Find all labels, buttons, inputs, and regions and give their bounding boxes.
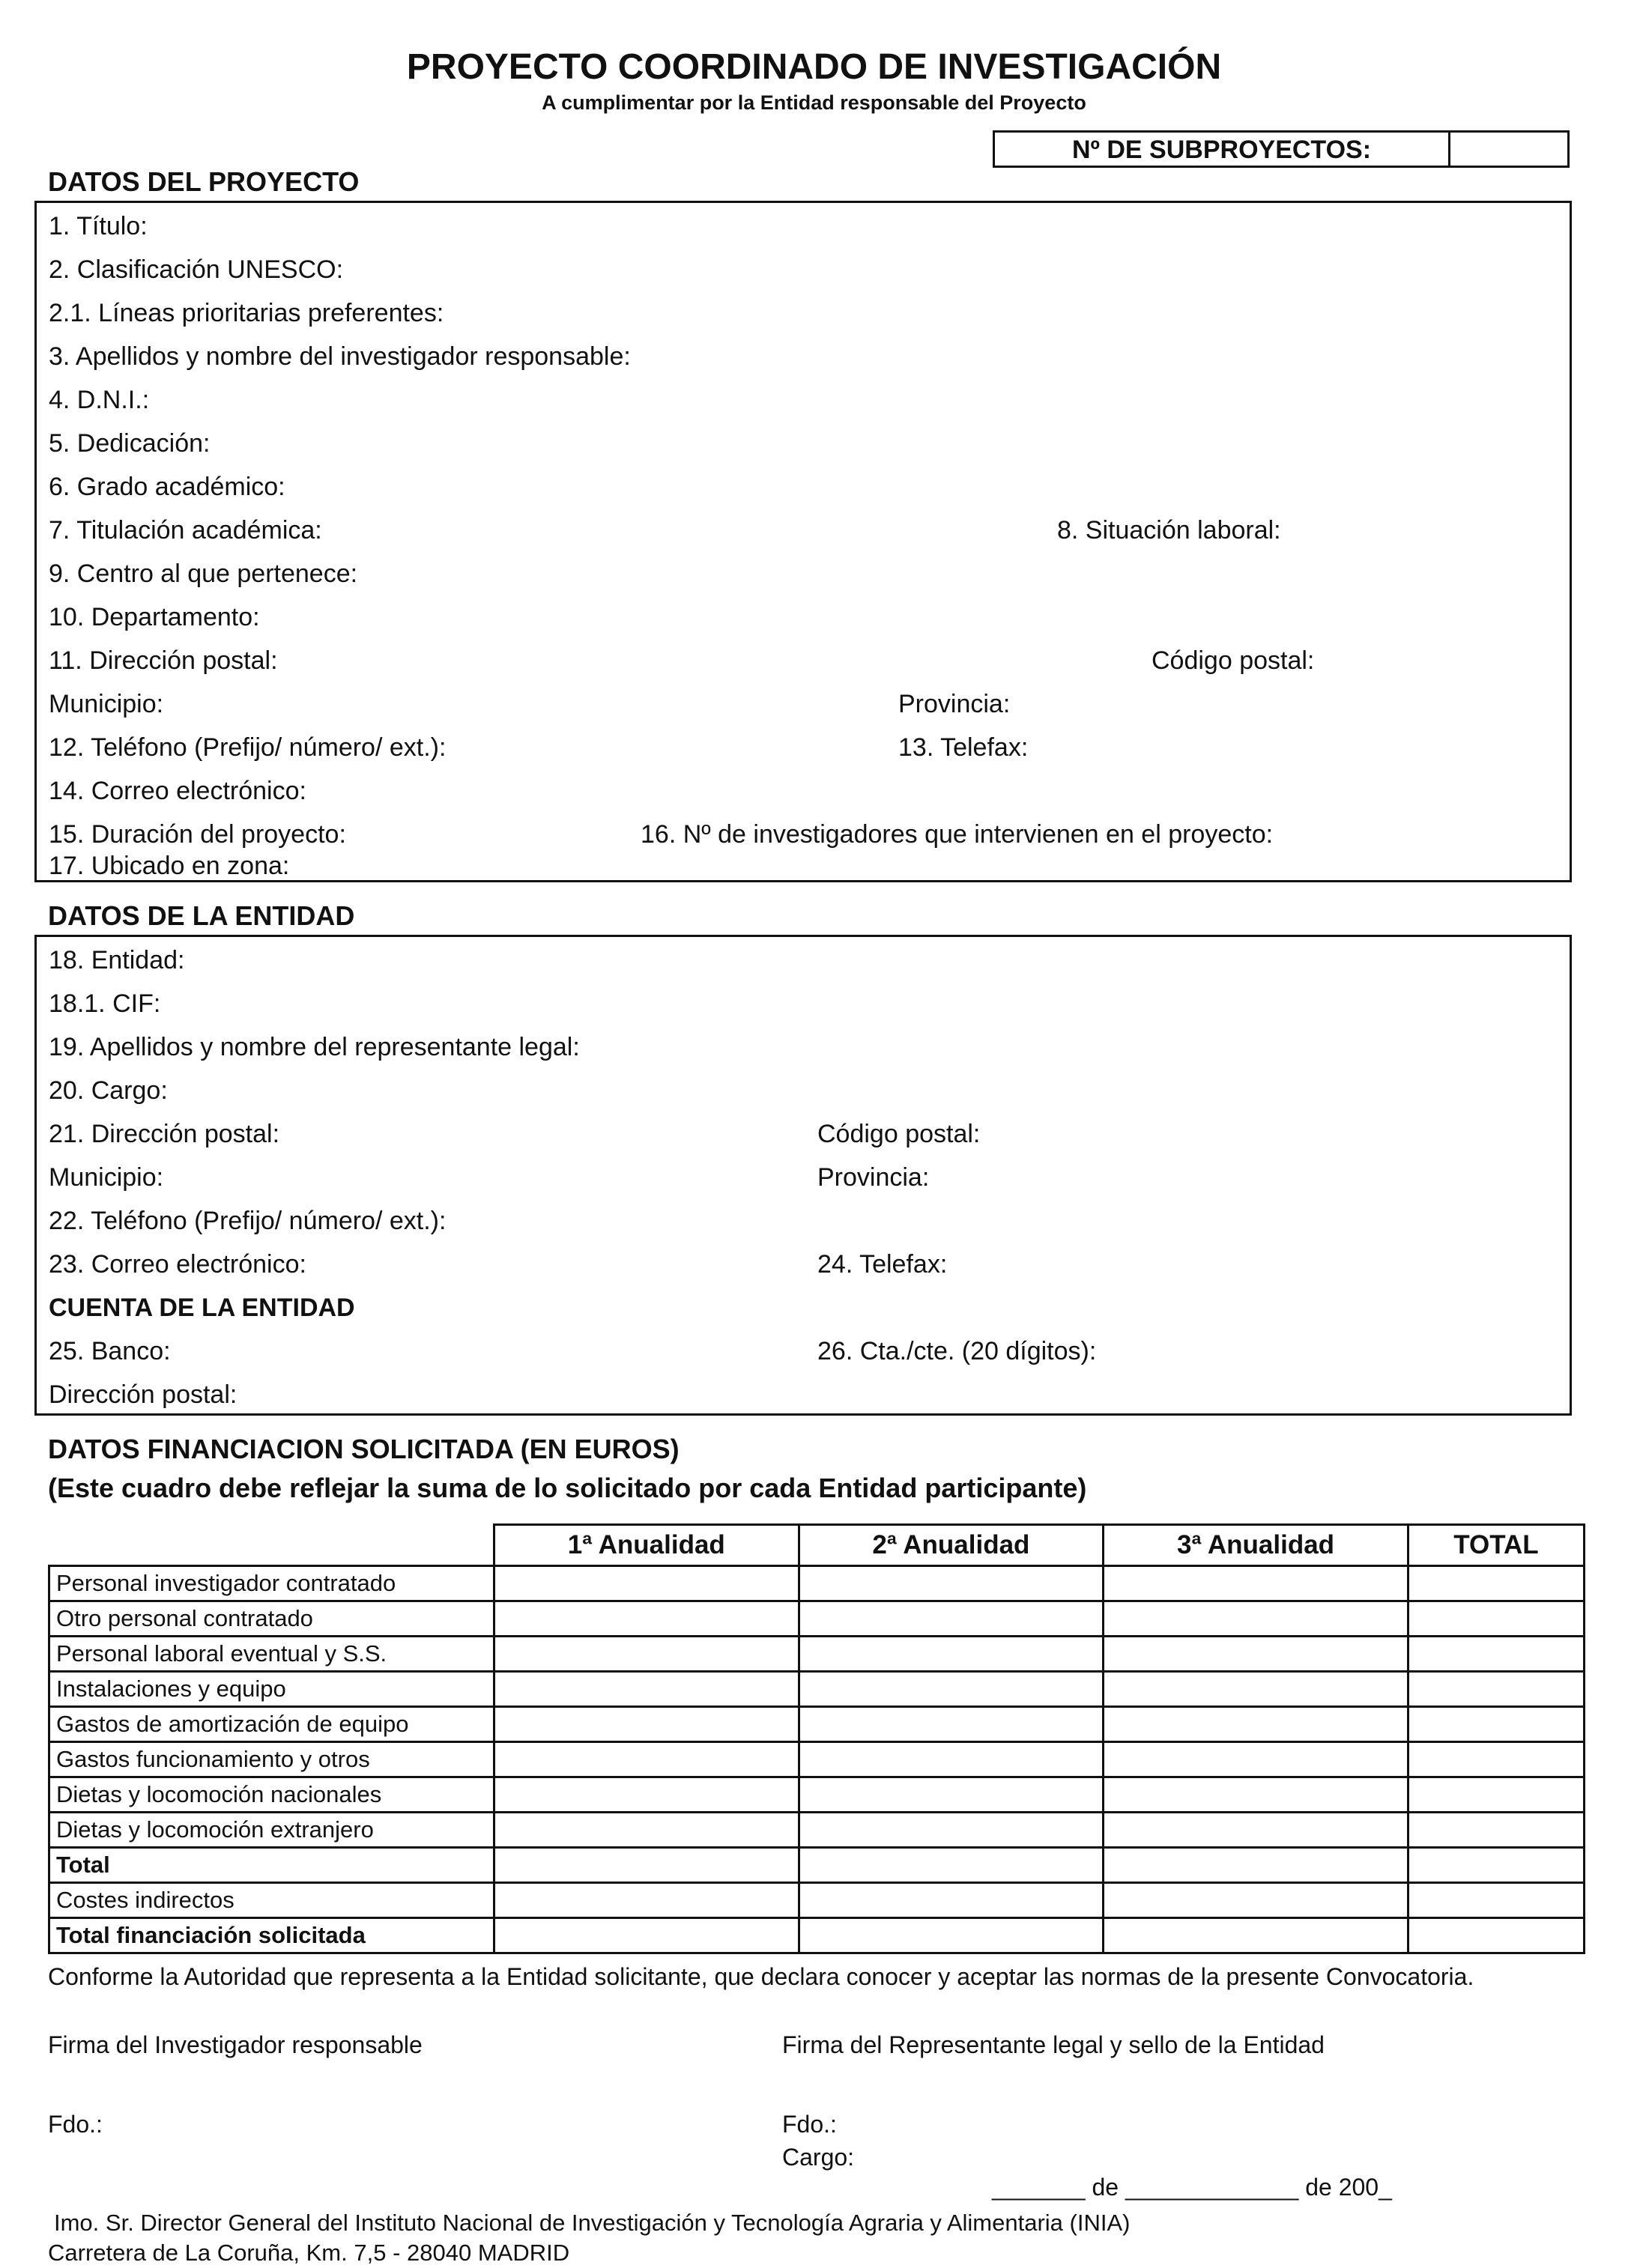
account-heading: CUENTA DE LA ENTIDAD xyxy=(49,1294,355,1322)
field-banco[interactable]: 25. Banco: xyxy=(49,1337,171,1365)
row-label: Total financiación solicitada xyxy=(49,1918,494,1953)
amount-cell[interactable] xyxy=(494,1777,799,1813)
amount-cell[interactable] xyxy=(494,1742,799,1777)
section-heading-financing: DATOS FINANCIACION SOLICITADA (EN EUROS) xyxy=(48,1434,680,1464)
amount-cell[interactable] xyxy=(1408,1813,1584,1848)
amount-cell[interactable] xyxy=(799,1601,1104,1637)
amount-cell[interactable] xyxy=(1104,1883,1408,1918)
row-label: Otro personal contratado xyxy=(49,1601,494,1637)
field-provincia[interactable]: Provincia: xyxy=(898,690,1011,718)
amount-cell[interactable] xyxy=(494,1883,799,1918)
signature-representative-label: Firma del Representante legal y sello de la Entidad xyxy=(782,2031,1325,2058)
amount-cell[interactable] xyxy=(1104,1813,1408,1848)
field-entity-correo[interactable]: 23. Correo electrónico: xyxy=(49,1250,306,1279)
row-label: Instalaciones y equipo xyxy=(49,1672,494,1707)
amount-cell[interactable] xyxy=(1408,1672,1584,1707)
table-row xyxy=(49,1707,1585,1742)
section-heading-project: DATOS DEL PROYECTO xyxy=(48,166,360,197)
amount-cell[interactable] xyxy=(1104,1672,1408,1707)
field-investigadores[interactable]: 16. Nº de investigadores que intervienen en el proyecto: xyxy=(641,820,1274,849)
amount-cell[interactable] xyxy=(799,1637,1104,1672)
row-label: Costes indirectos xyxy=(49,1883,494,1918)
amount-cell[interactable] xyxy=(1408,1883,1584,1918)
amount-cell[interactable] xyxy=(799,1918,1104,1953)
table-row xyxy=(49,1672,1585,1707)
table-corner xyxy=(49,1525,494,1566)
table-row xyxy=(49,1848,1585,1883)
field-dedicacion[interactable]: 5. Dedicación: xyxy=(49,429,211,458)
field-entity-direccion[interactable]: 21. Dirección postal: xyxy=(49,1120,280,1148)
amount-cell[interactable] xyxy=(1104,1918,1408,1953)
amount-cell[interactable] xyxy=(799,1707,1104,1742)
signature-investigator-label: Firma del Investigador responsable xyxy=(48,2031,423,2058)
amount-cell[interactable] xyxy=(494,1672,799,1707)
date-line[interactable]: _______ de _____________ de 200_ xyxy=(992,2174,1392,2201)
field-departamento[interactable]: 10. Departamento: xyxy=(49,603,260,631)
amount-cell[interactable] xyxy=(494,1637,799,1672)
amount-cell[interactable] xyxy=(494,1707,799,1742)
field-lineas[interactable]: 2.1. Líneas prioritarias preferentes: xyxy=(49,299,444,327)
amount-cell[interactable] xyxy=(799,1566,1104,1601)
row-label: Total xyxy=(49,1848,494,1883)
section-heading-entity: DATOS DE LA ENTIDAD xyxy=(48,900,355,931)
column-header: 2ª Anualidad xyxy=(799,1525,1104,1566)
amount-cell[interactable] xyxy=(799,1742,1104,1777)
row-label: Gastos de amortización de equipo xyxy=(49,1707,494,1742)
amount-cell[interactable] xyxy=(799,1883,1104,1918)
page-title: PROYECTO COORDINADO DE INVESTIGACIÓN xyxy=(406,47,1222,87)
signature-representative-field[interactable]: Fdo.: xyxy=(782,2111,837,2138)
field-cif[interactable]: 18.1. CIF: xyxy=(49,989,161,1018)
amount-cell[interactable] xyxy=(799,1777,1104,1813)
table-row xyxy=(49,1813,1585,1848)
row-label: Dietas y locomoción nacionales xyxy=(49,1777,494,1813)
table-row xyxy=(49,1742,1585,1777)
table-row xyxy=(49,1918,1585,1953)
field-entidad[interactable]: 18. Entidad: xyxy=(49,946,185,974)
column-header: 1ª Anualidad xyxy=(494,1525,799,1566)
amount-cell[interactable] xyxy=(799,1813,1104,1848)
subprojects-label: Nº DE SUBPROYECTOS: xyxy=(995,133,1450,166)
field-duracion[interactable]: 15. Duración del proyecto: xyxy=(49,820,346,849)
field-banco-direccion[interactable]: Dirección postal: xyxy=(49,1380,237,1409)
amount-cell[interactable] xyxy=(1104,1848,1408,1883)
amount-cell[interactable] xyxy=(1104,1637,1408,1672)
representative-cargo-field[interactable]: Cargo: xyxy=(782,2144,855,2171)
amount-cell[interactable] xyxy=(1408,1637,1584,1672)
addressee: Imo. Sr. Director General del Instituto Nacional de Investigación y Tecnología Agraria y Alimentaria (INIA) xyxy=(54,2210,1131,2236)
amount-cell[interactable] xyxy=(1104,1742,1408,1777)
amount-cell[interactable] xyxy=(494,1918,799,1953)
field-cargo[interactable]: 20. Cargo: xyxy=(49,1076,168,1105)
row-label: Personal laboral eventual y S.S. xyxy=(49,1637,494,1672)
row-label: Gastos funcionamiento y otros xyxy=(49,1742,494,1777)
project-box xyxy=(34,201,1572,882)
field-representante[interactable]: 19. Apellidos y nombre del representante legal: xyxy=(49,1033,580,1061)
amount-cell[interactable] xyxy=(494,1601,799,1637)
page-subtitle: A cumplimentar por la Entidad responsable del Proyecto xyxy=(542,91,1086,114)
row-label: Personal investigador contratado xyxy=(49,1566,494,1601)
field-investigador[interactable]: 3. Apellidos y nombre del investigador responsable: xyxy=(49,342,631,371)
amount-cell[interactable] xyxy=(1104,1707,1408,1742)
subprojects-field[interactable] xyxy=(1450,133,1567,166)
field-entity-municipio[interactable]: Municipio: xyxy=(49,1163,164,1192)
financing-note: (Este cuadro debe reflejar la suma de lo solicitado por cada Entidad participante) xyxy=(48,1473,1087,1503)
field-codigo-postal[interactable]: Código postal: xyxy=(1152,646,1315,675)
financing-table xyxy=(48,1523,1585,1954)
amount-cell[interactable] xyxy=(494,1848,799,1883)
amount-cell[interactable] xyxy=(1408,1848,1584,1883)
field-zona[interactable]: 17. Ubicado en zona: xyxy=(49,852,290,880)
field-telefax[interactable]: 13. Telefax: xyxy=(898,733,1029,762)
table-row xyxy=(49,1883,1585,1918)
table-row xyxy=(49,1601,1585,1637)
amount-cell[interactable] xyxy=(494,1566,799,1601)
row-label: Dietas y locomoción extranjero xyxy=(49,1813,494,1848)
field-centro[interactable]: 9. Centro al que pertenece: xyxy=(49,560,358,588)
field-unesco[interactable]: 2. Clasificación UNESCO: xyxy=(49,255,344,284)
field-cuenta[interactable]: 26. Cta./cte. (20 dígitos): xyxy=(817,1337,1097,1365)
amount-cell[interactable] xyxy=(1408,1742,1584,1777)
amount-cell[interactable] xyxy=(494,1813,799,1848)
amount-cell[interactable] xyxy=(1104,1566,1408,1601)
column-header: TOTAL xyxy=(1408,1525,1584,1566)
field-direccion[interactable]: 11. Dirección postal: xyxy=(49,646,278,675)
table-row xyxy=(49,1637,1585,1672)
field-situacion[interactable]: 8. Situación laboral: xyxy=(1057,516,1281,545)
field-dni[interactable]: 4. D.N.I.: xyxy=(49,386,150,414)
amount-cell[interactable] xyxy=(1408,1777,1584,1813)
amount-cell[interactable] xyxy=(1408,1601,1584,1637)
amount-cell[interactable] xyxy=(1408,1918,1584,1953)
amount-cell[interactable] xyxy=(1104,1777,1408,1813)
field-entity-telefax[interactable]: 24. Telefax: xyxy=(817,1250,948,1279)
field-telefono[interactable]: 12. Teléfono (Prefijo/ número/ ext.): xyxy=(49,733,447,762)
field-correo[interactable]: 14. Correo electrónico: xyxy=(49,777,306,805)
field-entity-telefono[interactable]: 22. Teléfono (Prefijo/ número/ ext.): xyxy=(49,1207,447,1235)
field-entity-provincia[interactable]: Provincia: xyxy=(817,1163,930,1192)
field-municipio[interactable]: Municipio: xyxy=(49,690,164,718)
subprojects-box xyxy=(993,130,1570,168)
amount-cell[interactable] xyxy=(1408,1566,1584,1601)
field-titulo[interactable]: 1. Título: xyxy=(49,212,148,240)
signature-investigator-field[interactable]: Fdo.: xyxy=(48,2111,103,2138)
amount-cell[interactable] xyxy=(1104,1601,1408,1637)
address: Carretera de La Coruña, Km. 7,5 - 28040 MADRID xyxy=(48,2240,570,2266)
field-grado[interactable]: 6. Grado académico: xyxy=(49,473,285,501)
column-header: 3ª Anualidad xyxy=(1104,1525,1408,1566)
amount-cell[interactable] xyxy=(1408,1707,1584,1742)
entity-box xyxy=(34,935,1572,1416)
amount-cell[interactable] xyxy=(799,1672,1104,1707)
declaration-text: Conforme la Autoridad que representa a la Entidad solicitante, que declara conocer y aceptar las normas de la presente Convocatoria. xyxy=(48,1963,1474,1990)
field-entity-codigo-postal[interactable]: Código postal: xyxy=(817,1120,981,1148)
field-titulacion[interactable]: 7. Titulación académica: xyxy=(49,516,322,545)
table-row xyxy=(49,1777,1585,1813)
table-row xyxy=(49,1566,1585,1601)
amount-cell[interactable] xyxy=(799,1848,1104,1883)
